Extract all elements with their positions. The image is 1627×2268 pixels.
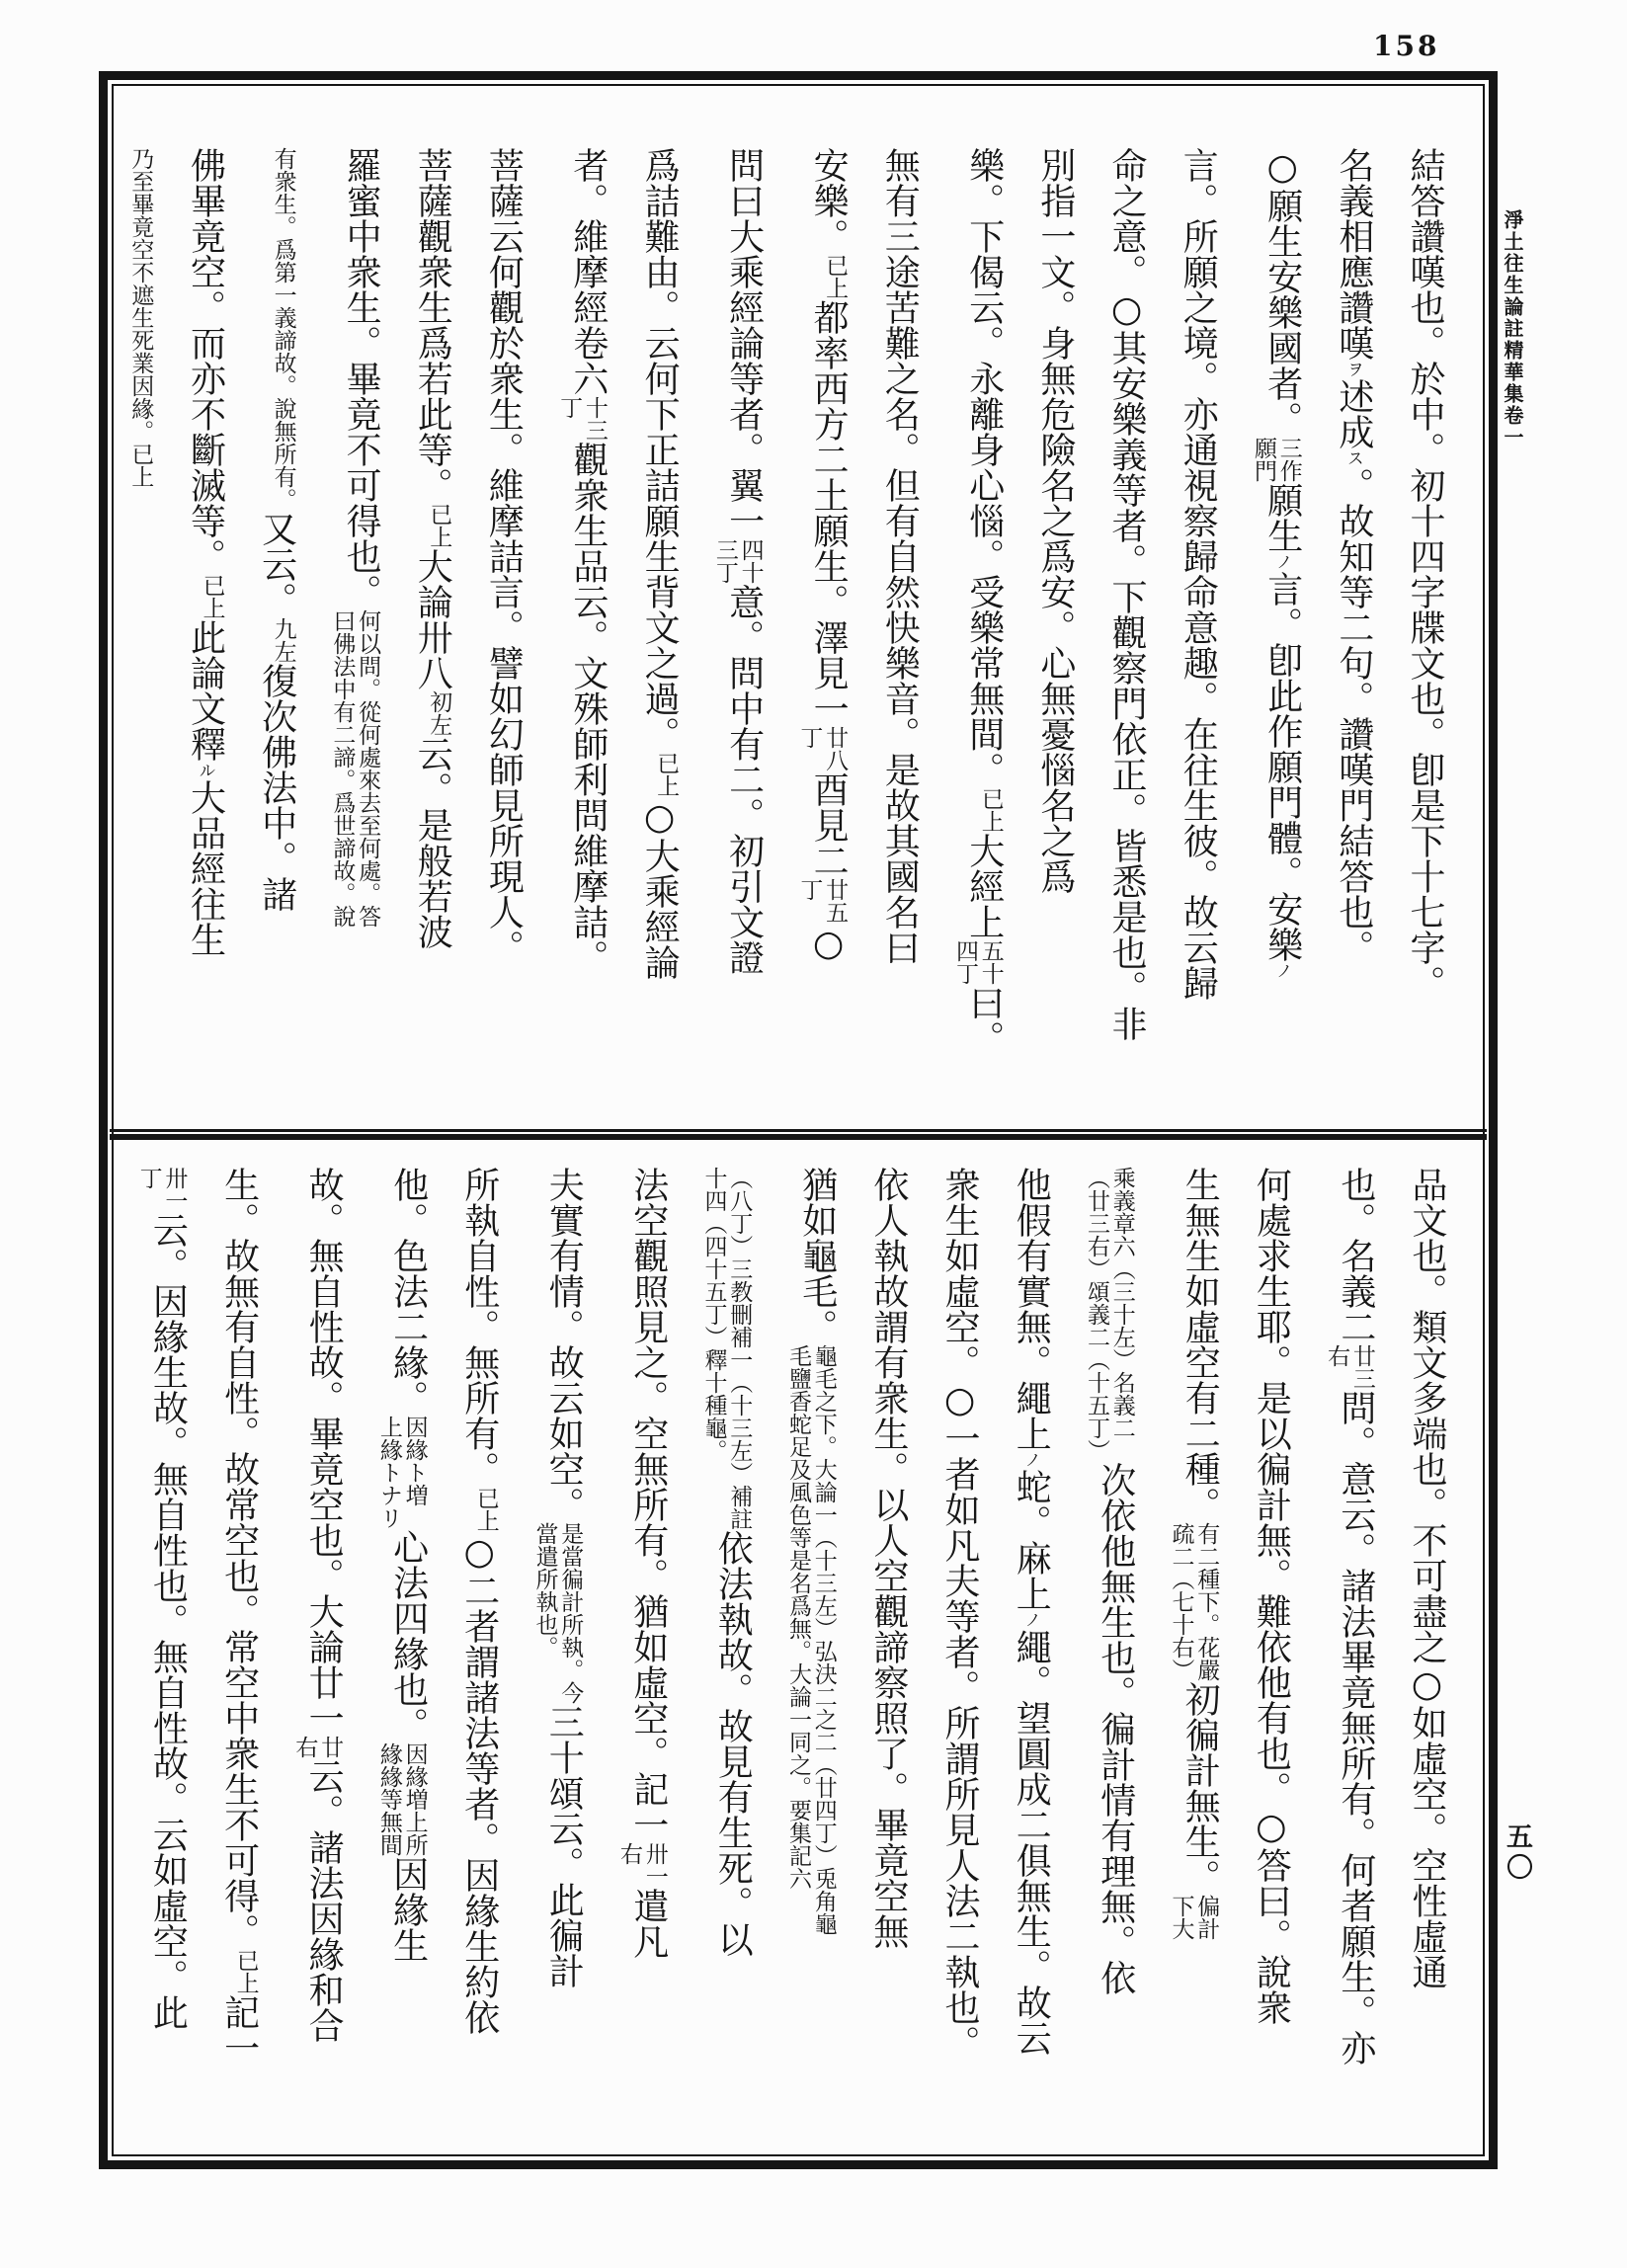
okurigana: ヲ xyxy=(1342,361,1363,378)
main-text: 樂。下偈云。永離身心惱。受樂常無間。 xyxy=(963,147,1005,787)
main-text: 猶如龜毛。 xyxy=(796,1167,838,1344)
okurigana: ノ xyxy=(1271,553,1292,571)
okurigana: ノ xyxy=(1020,1451,1041,1469)
main-text: 遣凡 xyxy=(627,1888,669,1959)
okurigana: ノ xyxy=(1020,1611,1041,1629)
annotation-note: 何以問。從何處來去至何處。答 曰佛法中有二諦。爲世諦故。說 xyxy=(329,609,381,928)
text-column xyxy=(615,1167,667,2149)
main-text: 依法執故。故見有生死。以 xyxy=(712,1530,754,1957)
text-column xyxy=(1083,1167,1134,2149)
annotation-note: 十三 丁 xyxy=(556,396,608,442)
main-text: 大經上 xyxy=(963,833,1005,939)
text-column xyxy=(796,147,848,1135)
main-text: 酉見二 xyxy=(808,771,850,878)
text-column xyxy=(939,1167,981,2149)
main-text: 別指一文。身無危險名之爲安。心無憂惱名之爲 xyxy=(1034,147,1076,894)
annotation-note: 有二種下。花嚴 疏二（七十右） xyxy=(1168,1522,1220,1681)
annotation-note: 乘義章六（三十左）名義二 （廿三右）頌義二（十五丁） xyxy=(1083,1167,1135,1462)
main-text: 菩薩云何觀於衆生。維摩詰言。譬如幻師見所現人。 xyxy=(483,147,525,965)
annotation-note: 是當徧計所執。今 當遣所執也。 xyxy=(531,1522,584,1704)
main-text: ○大乘經論 xyxy=(639,797,681,980)
text-column xyxy=(256,147,297,1135)
main-text: 名義相應讚嘆 xyxy=(1333,147,1374,361)
text-column xyxy=(115,147,152,1135)
annotation-note: 因緣増上所 緣緣等無間 xyxy=(375,1742,428,1856)
main-text: 他。色法二緣。 xyxy=(387,1167,429,1416)
main-text: 初徧計無生。 xyxy=(1180,1681,1221,1895)
annotation-note: 廿三 右 xyxy=(1324,1344,1375,1390)
annotation-note: 已上 xyxy=(822,254,849,299)
main-text: 也。名義二 xyxy=(1335,1167,1376,1344)
main-text: 。故知等二句。讚嘆門結答也。 xyxy=(1333,467,1374,965)
text-column xyxy=(555,147,607,1135)
annotation-note: 三作 願門 xyxy=(1250,437,1302,482)
main-text: 羅蜜中衆生。畢竟不可得也。 xyxy=(341,147,382,609)
main-text: 結答讚嘆也。於中。初十四字牒文也。卽是下十七字。 xyxy=(1405,147,1445,1001)
main-text: 依人執故謂有衆生。以人空觀諦察照了。畢竟空無 xyxy=(867,1167,909,1949)
annotation-note: 九左 xyxy=(270,617,296,663)
text-column xyxy=(639,147,681,1135)
text-column xyxy=(460,1167,498,2149)
text-column xyxy=(1406,147,1443,1135)
okurigana: ス xyxy=(1342,449,1363,467)
main-text: 故。無自性故。畢竟空也。大論廿一 xyxy=(303,1167,345,1736)
annotation-note: 已上 xyxy=(472,1487,499,1532)
main-text: 因緣生 xyxy=(387,1856,429,1963)
annotation-note: 已上 xyxy=(426,503,452,548)
text-column xyxy=(869,1167,907,2149)
main-text: 所執自性。無所有。 xyxy=(458,1167,500,1487)
annotation-note: 初左 xyxy=(426,690,452,736)
annotation-note: 卅一 丁 xyxy=(135,1167,188,1212)
text-column xyxy=(1250,147,1301,1135)
main-text: 爲詰難由。云何下正詰願生背文之過。 xyxy=(639,147,681,752)
main-text: 意。問中有二。初引文證 xyxy=(723,584,765,975)
text-column xyxy=(218,1167,260,2149)
text-column xyxy=(1408,1167,1445,2149)
main-text: 曰。 xyxy=(963,985,1005,1056)
main-text: 無有三途苦難之名。但有自然快樂音。是故其國名曰 xyxy=(879,147,921,965)
text-column xyxy=(1251,1167,1292,2149)
main-text: 都率西方二土願生。澤見一 xyxy=(808,299,850,726)
annotation-note: 已上 xyxy=(232,1949,259,1994)
annotation-note: 廿八 丁 xyxy=(796,726,849,771)
main-text: 云。因緣生故。無自性也。無自性故。云如虛空。此 xyxy=(147,1212,189,2030)
text-column xyxy=(951,147,1003,1135)
text-column xyxy=(700,1167,752,2149)
text-column xyxy=(329,147,380,1135)
main-text: 蛇。麻上 xyxy=(1011,1469,1052,1611)
text-column xyxy=(1036,147,1074,1135)
text-column xyxy=(483,147,525,1135)
annotation-note: 有衆生。爲第一義諦故。說無所有。 xyxy=(270,147,296,511)
main-text: ○ xyxy=(808,924,850,964)
main-text: ○二者謂諸法等者。因緣生約依 xyxy=(458,1532,500,2035)
main-text: 記一 xyxy=(218,1994,260,2066)
text-column xyxy=(375,1167,427,2149)
text-column xyxy=(1011,1167,1052,2149)
text-column xyxy=(412,147,453,1135)
main-text: 願生 xyxy=(1261,482,1303,553)
annotation-note: 五十 四丁 xyxy=(951,939,1004,985)
main-text: 云。是般若波 xyxy=(412,736,453,949)
text-column xyxy=(1168,1167,1219,2149)
main-text: 復次佛法中。諸 xyxy=(256,663,297,912)
annotation-note: 已上 xyxy=(977,787,1004,833)
annotation-note: 龜毛之下。大論一（十三左）弘決二之二（廿四丁）兎角龜 毛鹽香蛇足及風色等是名爲無。大論一同之。要集記六 xyxy=(784,1344,837,1935)
folio-number: 五〇 xyxy=(1502,1822,1532,1884)
annotation-note: 廿 右 xyxy=(291,1736,344,1758)
text-column xyxy=(1335,147,1372,1135)
main-text: ○願生安樂國者。 xyxy=(1261,147,1303,437)
main-text: 又云。 xyxy=(256,511,297,617)
annotation-note: 卅一 右 xyxy=(615,1842,668,1888)
main-text: 何處求生耶。是以徧計無。難依他有也。○答曰。說衆 xyxy=(1251,1167,1292,2025)
main-text: 安樂。 xyxy=(808,147,850,254)
main-text: 次依他無生也。徧計情有理無。依 xyxy=(1095,1462,1136,1995)
text-column xyxy=(879,147,921,1135)
main-text: 述成 xyxy=(1333,378,1374,449)
annotation-note: 乃至畢竟空不遮生死業因緣。已上 xyxy=(127,147,154,488)
main-text: 心法四緣也。 xyxy=(387,1529,429,1742)
top-register xyxy=(127,147,1445,1135)
main-text: 命之意。○其安樂義等者。下觀察門依正。皆悉是也。非 xyxy=(1106,147,1148,1041)
main-text: 佛畢竟空。而亦不斷滅等。 xyxy=(185,147,226,574)
text-column xyxy=(1323,1167,1374,2149)
main-text: 言。所願之境。亦通視察歸命意趣。在往生彼。故云歸 xyxy=(1178,147,1219,1001)
main-text: 問曰大乘經論等者。翼一 xyxy=(723,147,765,538)
main-text: 夫實有情。故云如空。 xyxy=(543,1167,585,1522)
annotation-note: 已上 xyxy=(653,752,680,797)
okurigana: ノ xyxy=(1271,962,1292,980)
bottom-register xyxy=(135,1167,1447,2149)
main-text: 三十頌云。此徧計 xyxy=(543,1704,585,1988)
main-text: 繩。望圓成二俱無生。故云 xyxy=(1011,1629,1052,2056)
main-text: 他假有實無。繩上 xyxy=(1011,1167,1052,1451)
annotation-note: 因緣ト増 上緣トナリ xyxy=(375,1416,428,1529)
text-frame xyxy=(99,71,1498,2169)
page-number: 158 xyxy=(1373,30,1440,62)
main-text: 法空觀照見之。空無所有。猶如虛空。記一 xyxy=(627,1167,669,1842)
main-text: 云。諸法因緣和合 xyxy=(303,1758,345,2043)
annotation-note: 已上 xyxy=(199,574,225,619)
main-text: 此論文釋 xyxy=(185,619,226,762)
annotation-note: 四十 三丁 xyxy=(711,538,764,584)
main-text: 衆生如虛空。○一者如凡夫等者。所謂所見人法二執也。 xyxy=(939,1167,981,2061)
text-column xyxy=(1106,147,1148,1135)
text-column xyxy=(531,1167,583,2149)
main-text: 生。故無有自性。故常空也。常空中衆生不可得。 xyxy=(218,1167,260,1949)
main-text: 大品經往生 xyxy=(185,779,226,957)
annotation-note: 偏計 下大 xyxy=(1168,1895,1220,1940)
text-column xyxy=(185,147,226,1135)
running-title: 淨土往生論註精華集卷一 xyxy=(1501,209,1524,448)
main-text: 者。維摩經卷六 xyxy=(567,147,609,396)
main-text: 品文也。類文多端也。不可盡之○如虛空。空性虛通 xyxy=(1407,1167,1447,1989)
text-column xyxy=(291,1167,343,2149)
main-text: 問。意云。諸法畢竟無所有。何者願生。亦 xyxy=(1335,1390,1376,2066)
text-column xyxy=(1178,147,1219,1135)
main-text: 言。卽此作願門體。安樂 xyxy=(1261,571,1303,962)
annotation-note: （八丁）三教刪補一（十三左）補註 十四（四十五丁）釋十種龜。 xyxy=(700,1167,753,1530)
main-text: 觀衆生品云。文殊師利問維摩詰。 xyxy=(567,442,609,975)
annotation-note: 廿五 丁 xyxy=(796,878,849,924)
main-text: 菩薩觀衆生爲若此等。 xyxy=(412,147,453,503)
text-column xyxy=(711,147,763,1135)
text-column xyxy=(135,1167,187,2149)
main-text: 生無生如虛空有二種。 xyxy=(1180,1167,1221,1522)
okurigana: ル xyxy=(195,762,215,779)
text-column xyxy=(784,1167,836,2149)
main-text: 大論卅八 xyxy=(412,548,453,690)
